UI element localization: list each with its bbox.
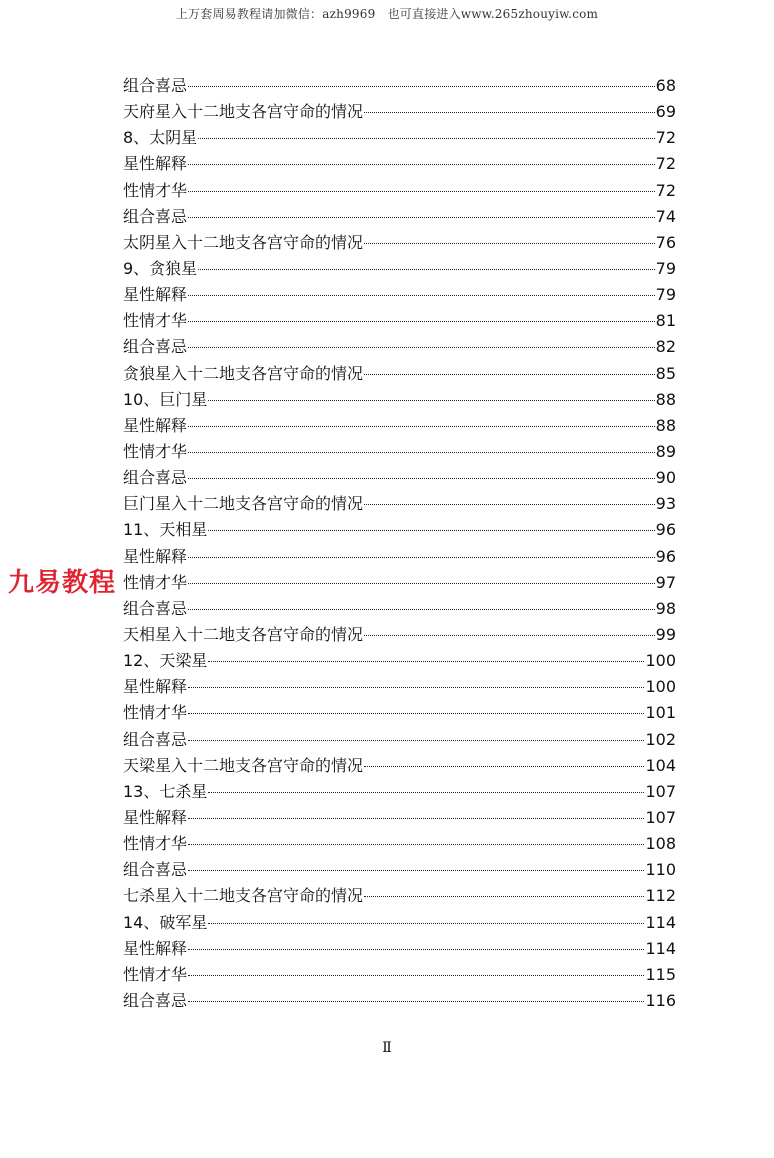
toc-entry-page: 114 bbox=[645, 912, 676, 932]
toc-entry-page: 68 bbox=[655, 76, 676, 95]
toc-entry-page: 89 bbox=[655, 441, 676, 461]
toc-entry bbox=[123, 73, 676, 99]
toc-entry-title: 天府星入十二地支各宫守命的情况 bbox=[123, 102, 364, 122]
toc-entry bbox=[123, 491, 676, 517]
toc-entry-page: 104 bbox=[645, 755, 676, 775]
dot-leader bbox=[208, 661, 644, 662]
toc-entry bbox=[123, 727, 676, 753]
dot-leader bbox=[364, 896, 644, 897]
dot-leader bbox=[188, 347, 655, 348]
toc-entry-title: 组合喜忌 bbox=[123, 990, 188, 1010]
toc-entry-title: 星性解释 bbox=[123, 677, 188, 697]
dot-leader bbox=[188, 321, 655, 322]
dot-leader bbox=[364, 374, 655, 375]
toc-entry-title: 10、巨门星 bbox=[123, 389, 208, 409]
toc-entry-page: 96 bbox=[655, 546, 676, 566]
toc-entry-page: 88 bbox=[655, 415, 676, 435]
dot-leader bbox=[188, 949, 644, 950]
toc-entry-title: 组合喜忌 bbox=[123, 729, 188, 749]
toc-entry-page: 79 bbox=[655, 258, 676, 278]
toc-entry-title: 太阴星入十二地支各宫守命的情况 bbox=[123, 232, 364, 252]
toc-entry-page: 72 bbox=[655, 154, 676, 174]
toc-entry bbox=[123, 753, 676, 779]
toc-entry-title: 星性解释 bbox=[123, 807, 188, 827]
toc-entry bbox=[123, 517, 676, 543]
toc-entry bbox=[123, 125, 676, 151]
toc-entry-title: 天梁星入十二地支各宫守命的情况 bbox=[123, 755, 364, 775]
toc-entry-title: 星性解释 bbox=[123, 285, 188, 305]
dot-leader bbox=[188, 740, 644, 741]
dot-leader bbox=[188, 609, 655, 610]
toc-entry-title: 巨门星入十二地支各宫守命的情况 bbox=[123, 494, 364, 514]
toc-entry-page: 101 bbox=[645, 703, 676, 723]
dot-leader bbox=[188, 217, 655, 218]
page-header: 上万套周易教程请加微信：azh9969 也可直接进入www.265zhouyiw.com bbox=[175, 7, 599, 21]
toc-entry-page: 81 bbox=[655, 311, 676, 331]
toc-entry-page: 108 bbox=[645, 834, 676, 854]
dot-leader bbox=[364, 243, 655, 244]
toc-entry bbox=[123, 910, 676, 936]
toc-entry bbox=[123, 805, 676, 831]
toc-entry bbox=[123, 178, 676, 204]
dot-leader bbox=[364, 766, 644, 767]
toc-entry-title: 星性解释 bbox=[123, 938, 188, 958]
toc-entry bbox=[123, 988, 676, 1014]
dot-leader bbox=[188, 713, 644, 714]
dot-leader bbox=[188, 687, 644, 688]
toc-entry bbox=[123, 544, 676, 570]
toc-entry-title: 贪狼星入十二地支各宫守命的情况 bbox=[123, 363, 364, 383]
toc-entry bbox=[123, 230, 676, 256]
toc-entry-title: 七杀星入十二地支各宫守命的情况 bbox=[123, 886, 364, 906]
toc-entry-page: 100 bbox=[645, 651, 676, 671]
dot-leader bbox=[188, 975, 644, 976]
dot-leader bbox=[364, 635, 655, 636]
toc-entry bbox=[123, 883, 676, 909]
toc-entry-page: 69 bbox=[655, 102, 676, 122]
dot-leader bbox=[188, 870, 644, 871]
toc-entry bbox=[123, 962, 676, 988]
toc-entry-title: 组合喜忌 bbox=[123, 598, 188, 618]
toc-entry bbox=[123, 387, 676, 413]
toc-entry bbox=[123, 413, 676, 439]
toc-entry-page: 96 bbox=[655, 520, 676, 540]
toc-entry bbox=[123, 361, 676, 387]
dot-leader bbox=[188, 452, 655, 453]
toc-entry-title: 组合喜忌 bbox=[123, 206, 188, 226]
toc-entry-title: 14、破军星 bbox=[123, 912, 208, 932]
toc-entry bbox=[123, 334, 676, 360]
toc-entry-title: 天相星入十二地支各宫守命的情况 bbox=[123, 624, 364, 644]
toc-entry-title: 组合喜忌 bbox=[123, 860, 188, 880]
toc-entry-page: 107 bbox=[645, 781, 676, 801]
toc-entry bbox=[123, 282, 676, 308]
dot-leader bbox=[198, 269, 654, 270]
toc-entry bbox=[123, 570, 676, 596]
toc-entry bbox=[123, 779, 676, 805]
toc-entry-title: 性情才华 bbox=[123, 572, 188, 592]
toc-entry-page: 90 bbox=[655, 468, 676, 488]
dot-leader bbox=[188, 295, 655, 296]
toc-entry-page: 115 bbox=[645, 964, 676, 984]
toc-entry-title: 性情才华 bbox=[123, 180, 188, 200]
toc-entry bbox=[123, 831, 676, 857]
page-number: Ⅱ bbox=[382, 1040, 392, 1056]
toc-entry-page: 107 bbox=[645, 807, 676, 827]
dot-leader bbox=[188, 164, 655, 165]
toc-entry-title: 组合喜忌 bbox=[123, 337, 188, 357]
dot-leader bbox=[188, 426, 655, 427]
toc-entry-title: 8、太阴星 bbox=[123, 128, 198, 148]
dot-leader bbox=[188, 86, 655, 87]
toc-entry-title: 组合喜忌 bbox=[123, 468, 188, 488]
toc-entry-page: 82 bbox=[655, 337, 676, 357]
toc-entry bbox=[123, 700, 676, 726]
watermark-logo: 九易教程 bbox=[8, 568, 117, 598]
toc-entry-page: 116 bbox=[645, 990, 676, 1010]
toc-entry-page: 102 bbox=[645, 729, 676, 749]
toc-entry-title: 11、天相星 bbox=[123, 520, 208, 540]
dot-leader bbox=[188, 557, 655, 558]
dot-leader bbox=[198, 138, 654, 139]
dot-leader bbox=[188, 844, 644, 845]
toc-entry bbox=[123, 596, 676, 622]
toc-entry-title: 星性解释 bbox=[123, 415, 188, 435]
toc-entry-page: 72 bbox=[655, 128, 676, 148]
toc-entry bbox=[123, 857, 676, 883]
toc-entry-title: 性情才华 bbox=[123, 703, 188, 723]
toc-entry-page: 76 bbox=[655, 232, 676, 252]
toc-entry-page: 100 bbox=[645, 677, 676, 697]
toc-entry-title: 星性解释 bbox=[123, 154, 188, 174]
toc-entry-title: 12、天梁星 bbox=[123, 651, 208, 671]
dot-leader bbox=[188, 818, 644, 819]
dot-leader bbox=[188, 191, 655, 192]
dot-leader bbox=[208, 792, 644, 793]
toc-entry bbox=[123, 151, 676, 177]
dot-leader bbox=[188, 478, 655, 479]
toc-entry bbox=[123, 648, 676, 674]
toc-entry-page: 93 bbox=[655, 494, 676, 514]
toc-entry bbox=[123, 256, 676, 282]
dot-leader bbox=[208, 530, 654, 531]
toc-entry bbox=[123, 674, 676, 700]
toc-entry-title: 性情才华 bbox=[123, 441, 188, 461]
toc-entry bbox=[123, 99, 676, 125]
toc-entry bbox=[123, 622, 676, 648]
toc-entry-title: 性情才华 bbox=[123, 964, 188, 984]
toc-entry-page: 74 bbox=[655, 206, 676, 226]
toc-entry-title: 性情才华 bbox=[123, 834, 188, 854]
toc-entry-page: 98 bbox=[655, 598, 676, 618]
dot-leader bbox=[188, 583, 655, 584]
toc-entry-page: 114 bbox=[645, 938, 676, 958]
toc-entry bbox=[123, 439, 676, 465]
toc-entry-title: 性情才华 bbox=[123, 311, 188, 331]
toc-entry bbox=[123, 308, 676, 334]
toc-entry-title: 组合喜忌 bbox=[123, 76, 188, 95]
toc-entry-page: 79 bbox=[655, 285, 676, 305]
toc-entry-page: 97 bbox=[655, 572, 676, 592]
toc-entry-page: 72 bbox=[655, 180, 676, 200]
toc-entry bbox=[123, 936, 676, 962]
toc-entry bbox=[123, 465, 676, 491]
dot-leader bbox=[364, 112, 655, 113]
toc-entry-page: 85 bbox=[655, 363, 676, 383]
toc-entry-page: 99 bbox=[655, 624, 676, 644]
toc-entry-title: 9、贪狼星 bbox=[123, 258, 198, 278]
toc-entry-title: 13、七杀星 bbox=[123, 781, 208, 801]
toc-entry-page: 110 bbox=[645, 860, 676, 880]
toc-entry bbox=[123, 204, 676, 230]
dot-leader bbox=[364, 504, 655, 505]
dot-leader bbox=[188, 1001, 644, 1002]
dot-leader bbox=[208, 923, 644, 924]
toc-entry-page: 88 bbox=[655, 389, 676, 409]
toc-entry-page: 112 bbox=[645, 886, 676, 906]
dot-leader bbox=[208, 400, 654, 401]
table-of-contents bbox=[123, 73, 676, 1014]
toc-entry-title: 星性解释 bbox=[123, 546, 188, 566]
